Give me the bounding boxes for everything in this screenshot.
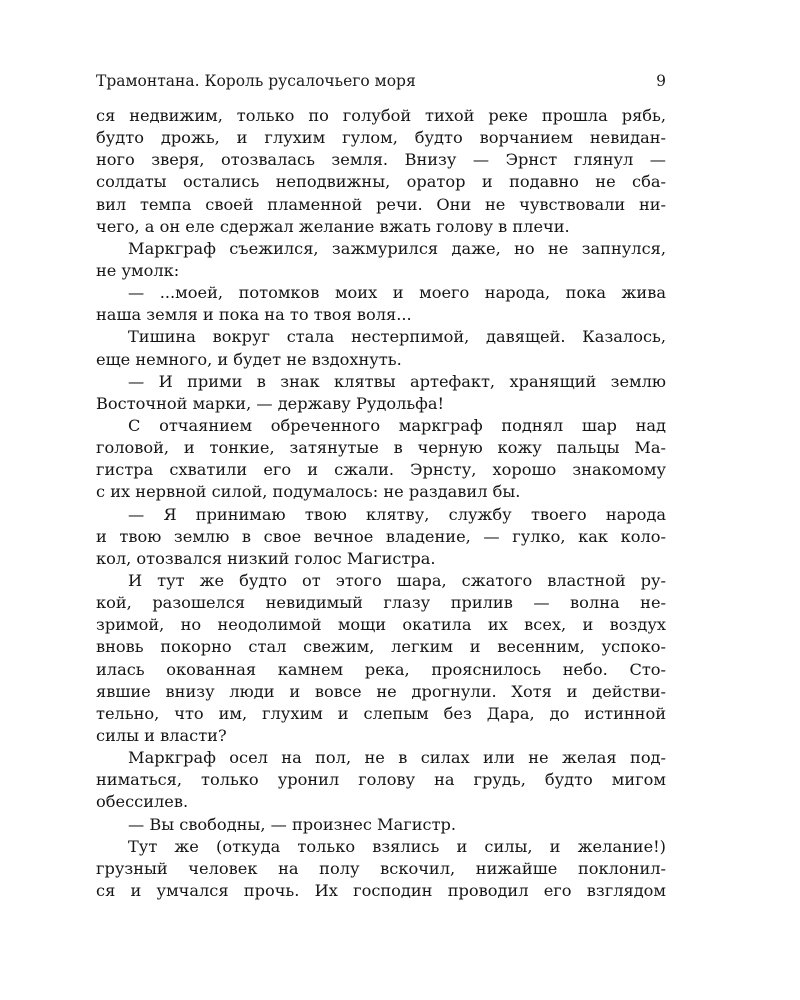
text-line: вновь покорно стал свежим, легким и весенним, успоко- xyxy=(96,637,666,657)
text-line: грузный человек на полу вскочил, нижайше поклонил- xyxy=(96,858,666,878)
text-line: ного зверя, отозвалась земля. Внизу — Эрнст глянул — xyxy=(96,150,666,170)
text-line: гистра схватили его и сжали. Эрнсту, хорошо знакомому xyxy=(96,460,666,480)
text-line: вил темпа своей пламенной речи. Они не чувствовали ни- xyxy=(96,194,666,214)
text-line: С отчаянием обреченного маркграф поднял шар над xyxy=(128,415,666,435)
text-line: — Я принимаю твою клятву, службу твоего народа xyxy=(128,504,666,524)
text-line: — И прими в знак клятвы артефакт, хранящий землю xyxy=(128,371,666,391)
text-line: зримой, но неодолимой мощи окатила их всех, и воздух xyxy=(96,615,666,635)
text-line: кол, отозвался низкий голос Магистра. xyxy=(96,548,436,568)
text-line: кой, разошелся невидимый глазу прилив — волна не- xyxy=(96,593,666,613)
text-line: явшие внизу люди и вовсе не дрогнули. Хотя и действи- xyxy=(96,681,666,701)
running-header xyxy=(96,72,666,96)
text-line: с их нервной силой, подумалось: не раздавил бы. xyxy=(96,482,521,502)
text-line: солдаты остались неподвижны, оратор и подавно не сба- xyxy=(96,172,666,192)
text-line: наша земля и пока на то твоя воля... xyxy=(96,305,412,325)
text-line: Восточной марки, — державу Рудольфа! xyxy=(96,393,444,413)
text-line: Тут же (откуда только взялись и силы, и желание!) xyxy=(128,836,666,856)
text-line: тельно, что им, глухим и слепым без Дара, до истинной xyxy=(96,703,666,723)
text-line: головой, и тонкие, затянутые в черную кожу пальцы Ма- xyxy=(96,438,666,458)
text-line: — Вы свободны, — произнес Магистр. xyxy=(128,814,457,834)
text-line: Маркграф осел на пол, не в силах или не желая под- xyxy=(128,748,666,768)
text-line: ниматься, только уронил голову на грудь, будто мигом xyxy=(96,770,666,790)
body-text xyxy=(96,105,666,902)
text-line: Тишина вокруг стала нестерпимой, давящей. Казалось, xyxy=(128,327,666,347)
text-line: силы и власти? xyxy=(96,725,227,745)
text-line: не умолк: xyxy=(96,260,180,280)
running-title: Трамонтана. Король русалочьего моря xyxy=(96,72,416,90)
text-line: ся недвижим, только по голубой тихой реке прошла рябь, xyxy=(96,106,666,125)
text-line: Маркграф съежился, зажмурился даже, но не запнулся, xyxy=(128,238,666,258)
text-line: и твою землю в свое вечное владение, — гулко, как коло- xyxy=(96,526,666,546)
page-number: 9 xyxy=(656,72,666,90)
text-line: еще немного, и будет не вздохнуть. xyxy=(96,349,402,369)
text-line: обессилев. xyxy=(96,792,189,812)
text-line: будто дрожь, и глухим гулом, будто ворчанием невидан- xyxy=(96,128,666,148)
text-line: илась окованная камнем река, прояснилось небо. Сто- xyxy=(96,659,666,679)
text-line: ся и умчался прочь. Их господин проводил его взглядом xyxy=(96,880,666,900)
text-line: И тут же будто от этого шара, сжатого властной ру- xyxy=(128,570,666,590)
text-line: — ...моей, потомков моих и моего народа, пока жива xyxy=(128,283,666,303)
text-line: чего, а он еле сдержал желание вжать голову в плечи. xyxy=(96,216,570,236)
